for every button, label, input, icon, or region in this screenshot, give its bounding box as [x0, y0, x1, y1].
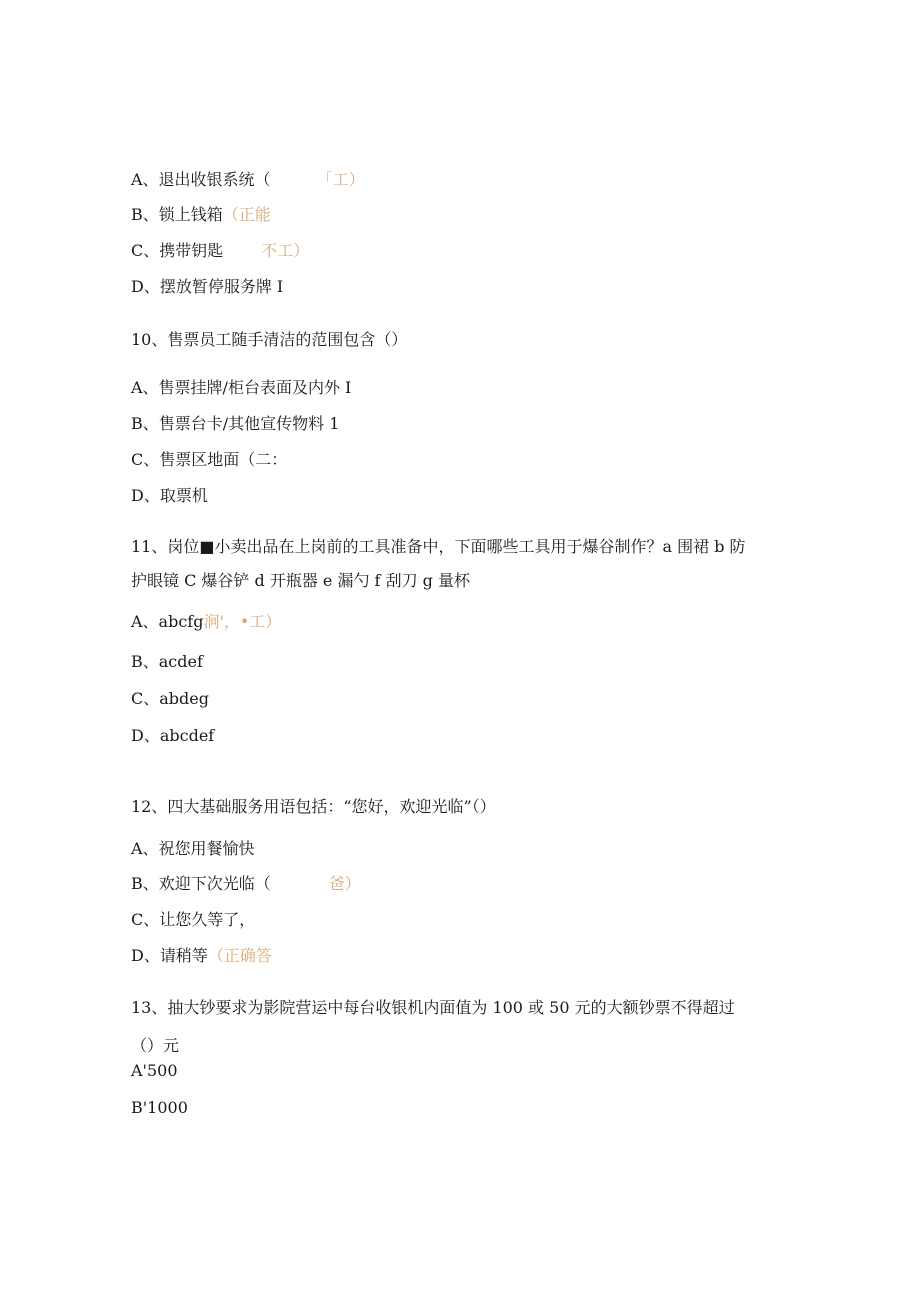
q9-option-b-mark: （正能	[222, 205, 271, 224]
q12-option-a: A、祝您用餐愉快	[131, 839, 255, 858]
q11-stem-line1: 11、岗位■小卖出品在上岗前的工具准备中，下面哪些工具用于爆谷制作？a 围裙 b 防	[131, 537, 746, 556]
q10-option-c: C、售票区地面（二：	[131, 450, 288, 469]
q12-option-c: C、让您久等了，	[131, 910, 256, 929]
q9-option-a-mark: 「工）	[316, 170, 365, 189]
q11-option-a-mark: 涧'，•工）	[203, 612, 282, 631]
q9-option-b-text: B、锁上钱箱	[131, 205, 223, 224]
q9-option-a-text: A、退出收银系统（	[131, 170, 271, 189]
q12-option-d	[131, 946, 272, 966]
q9-option-c-text: C、携带钥匙	[131, 241, 224, 260]
q9-option-a	[131, 170, 365, 190]
q9-option-d: D、摆放暂停服务牌 I	[131, 277, 284, 296]
q12-option-b-text: B、欢迎下次光临（	[131, 874, 271, 893]
q13-option-b: B'1000	[131, 1098, 188, 1117]
q9-option-c-mark: 不工）	[261, 241, 310, 260]
q11-option-a	[131, 612, 281, 632]
q13-stem-line1: 13、抽大钞要求为影院营运中每台收银机内面值为 100 或 50 元的大额钞票不得超过	[131, 998, 735, 1017]
q9-option-c	[131, 241, 309, 261]
q9-option-b	[131, 205, 271, 225]
q12-option-d-mark: （正确答	[207, 946, 272, 965]
q10-stem: 10、售票员工随手清洁的范围包含（）	[131, 330, 408, 349]
q11-option-c: C、abdeg	[131, 689, 209, 708]
q12-stem: 12、四大基础服务用语包括：“您好，欢迎光临”（）	[131, 797, 496, 816]
q10-option-b: B、售票台卡/其他宣传物料 1	[131, 414, 340, 433]
q13-option-a: A'500	[131, 1061, 178, 1080]
q12-option-d-text: D、请稍等	[131, 946, 208, 965]
q11-option-d: D、abcdef	[131, 726, 215, 745]
q10-option-a: A、售票挂牌/柜台表面及内外 I	[131, 378, 352, 397]
q11-option-a-text: A、abcfg	[131, 612, 204, 631]
q13-stem-line2: （）元	[131, 1036, 180, 1055]
q10-option-d: D、取票机	[131, 486, 208, 505]
q12-option-b	[131, 874, 361, 894]
q12-option-b-mark: 爸）	[328, 874, 361, 893]
q11-option-b: B、acdef	[131, 652, 203, 671]
q11-stem-line2: 护眼镜 C 爆谷铲 d 开瓶器 e 漏勺 f 刮刀 g 量杯	[131, 571, 470, 590]
